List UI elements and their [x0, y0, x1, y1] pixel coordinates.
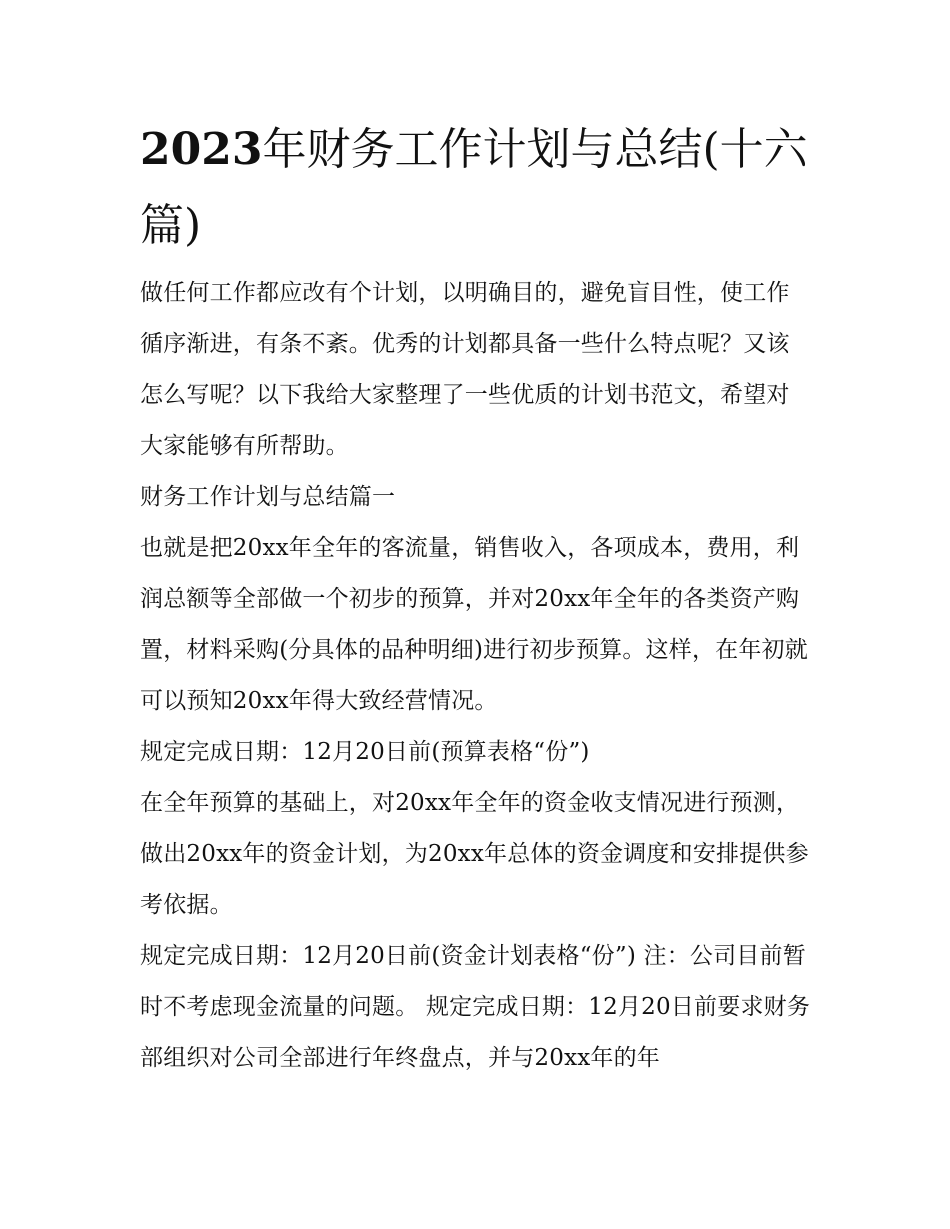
section-heading: 财务工作计划与总结篇一	[140, 484, 396, 510]
intro-paragraph: 做任何工作都应改有个计划，以明确目的，避免盲目性，使工作循序渐进，有条不紊。优秀的计划都具备一些什么特点呢？又该怎么写呢？以下我给大家整理了一些优质的计划书范文，希望对大家能够有所帮助。	[140, 280, 790, 459]
document-body	[140, 112, 812, 1084]
body-paragraph: 在全年预算的基础上，对20xx年全年的资金收支情况进行预测，做出20xx年的资金计划，为20xx年总体的资金调度和安排提供参考依据。	[140, 790, 809, 918]
deadline-note: 规定完成日期：12月20日前(预算表格“份”)	[140, 739, 590, 765]
body-paragraph: 也就是把20xx年全年的客流量，销售收入，各项成本，费用，利润总额等全部做一个初步的预算，并对20xx年全年的各类资产购置，材料采购(分具体的品种明细)进行初步预算。这样，在年初就可以预知20xx年得大致经营情况。	[140, 535, 808, 714]
deadline-note: 规定完成日期：12月20日前(资金计划表格“份”) 注：公司目前暂时不考虑现金流量的问题。 规定完成日期：12月20日前要求财务部组织对公司全部进行年终盘点，并与20xx年的年	[140, 943, 811, 1071]
title-year: 2023	[140, 124, 263, 175]
document-title	[140, 112, 812, 264]
title-text: 年财务工作计划与总结(十六篇)	[140, 124, 808, 251]
